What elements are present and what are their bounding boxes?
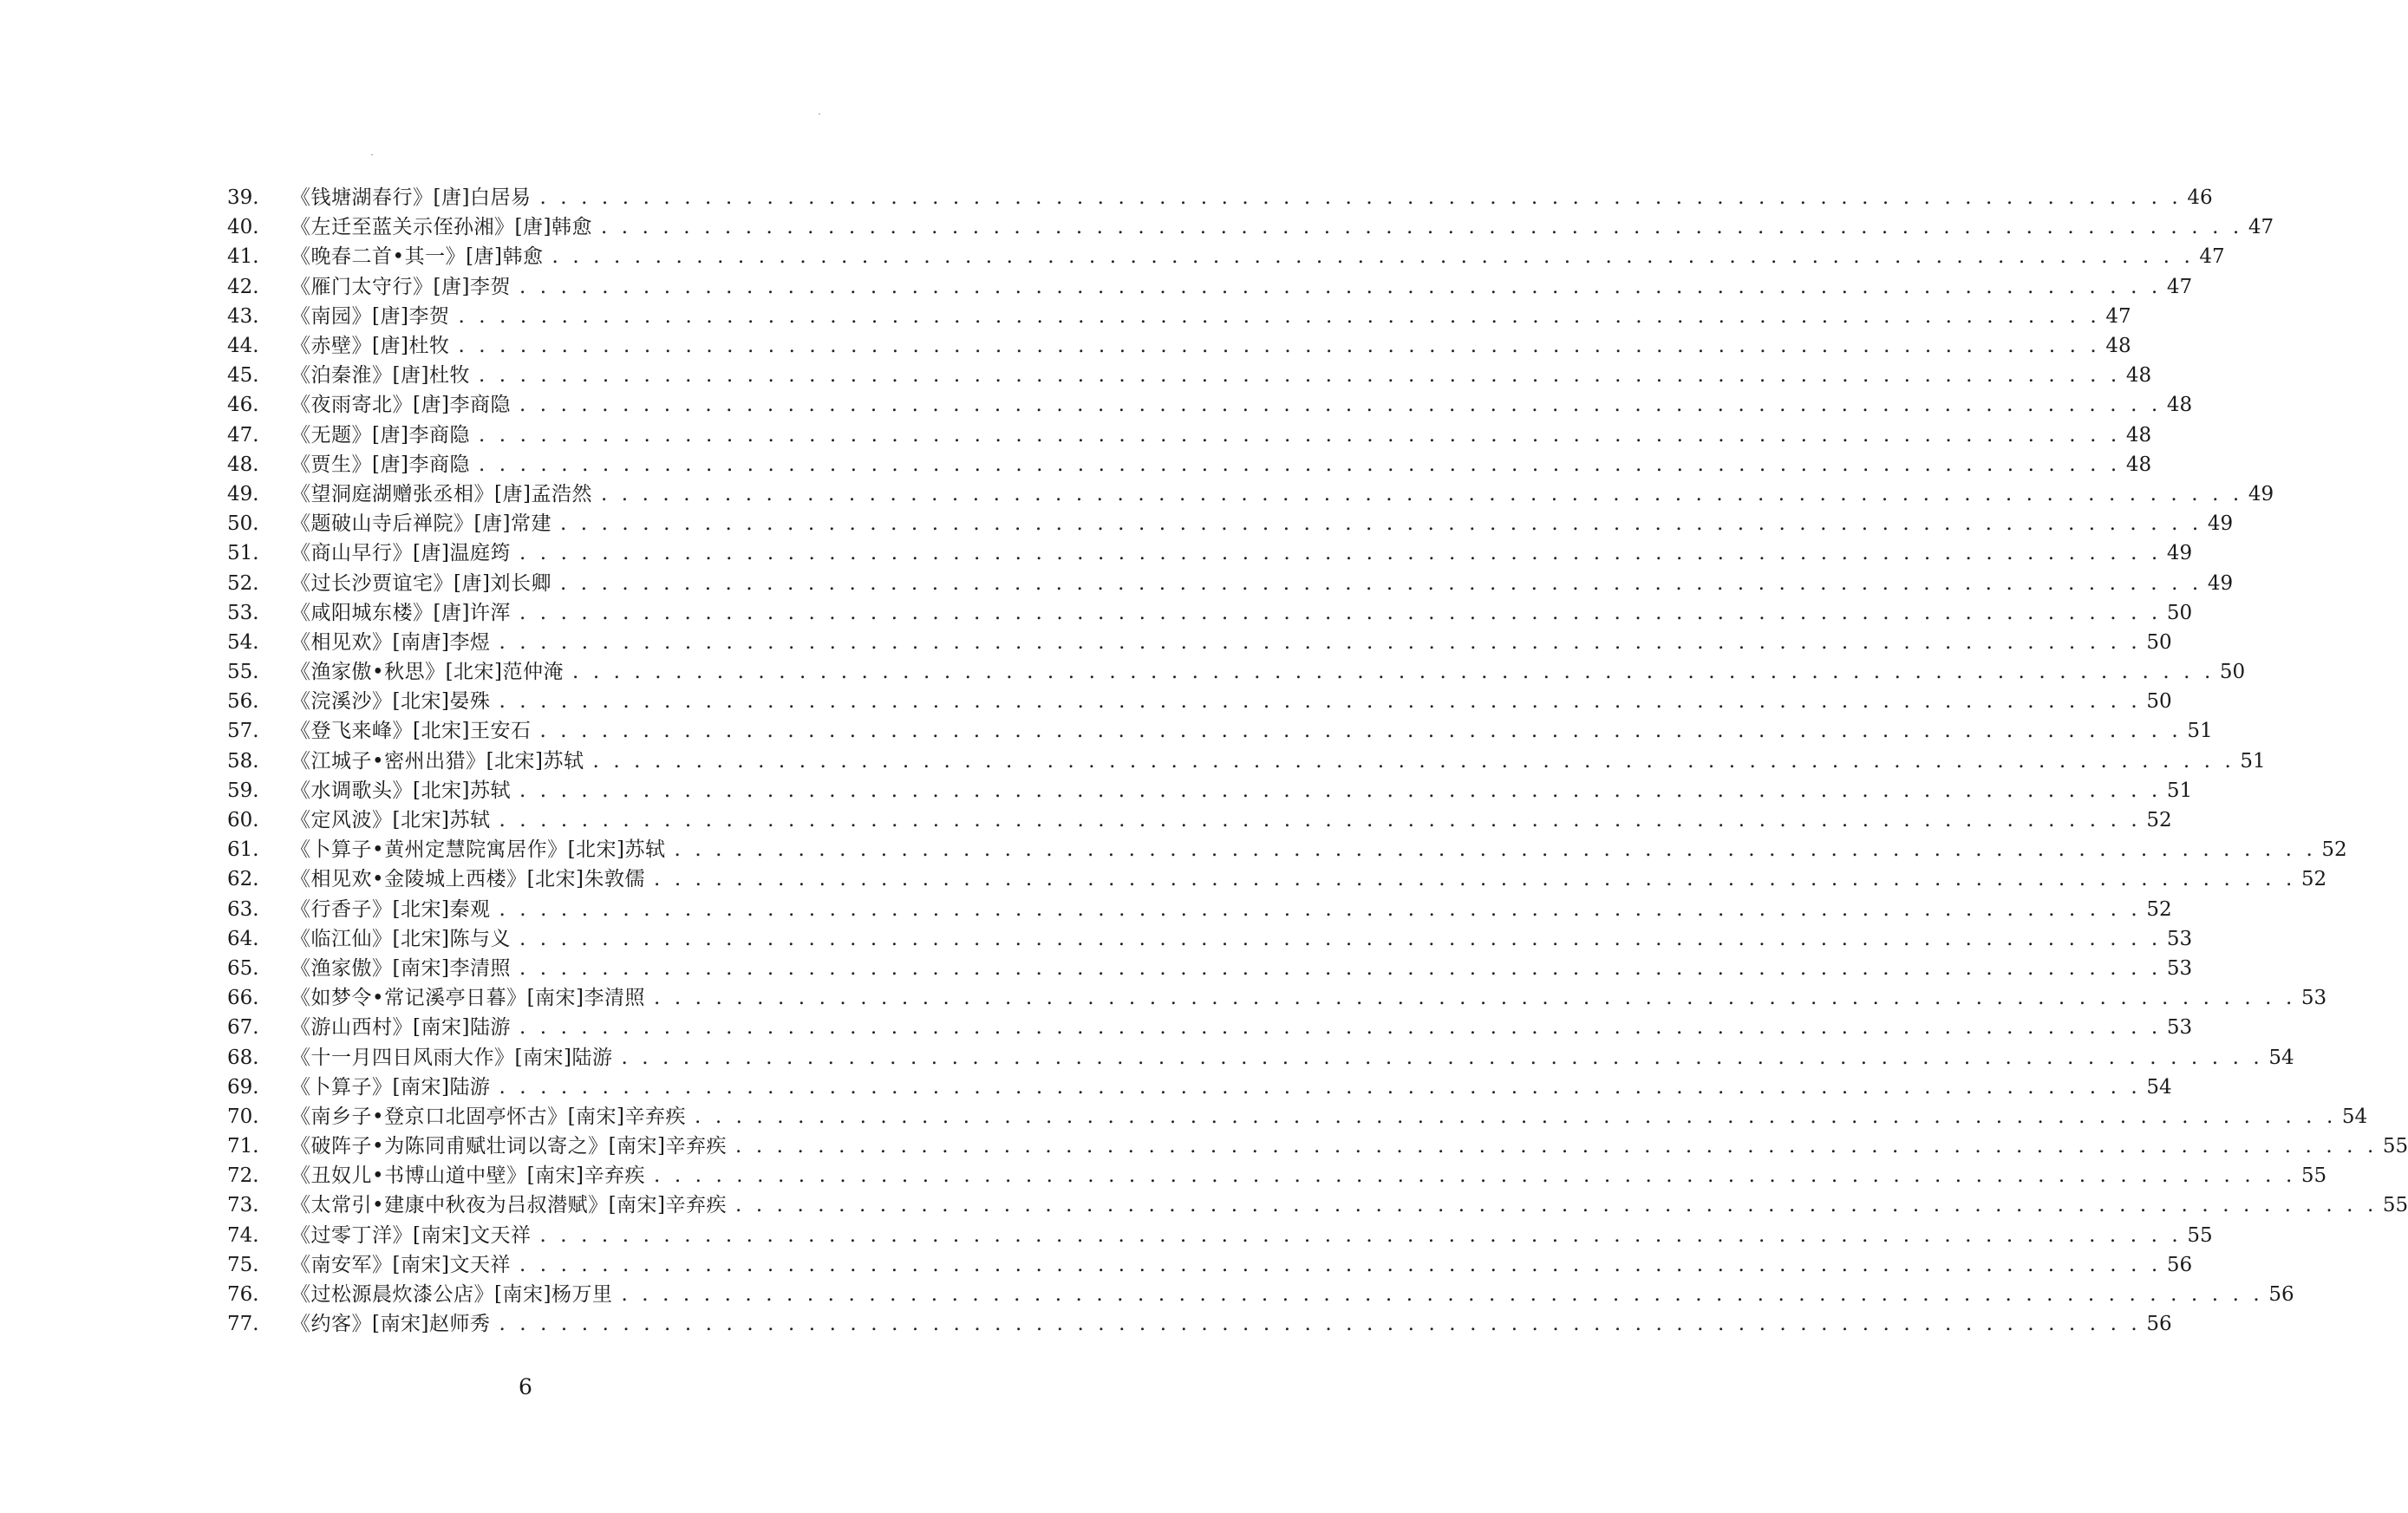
toc-leader-dots: . . . . . . . . . . . . . . . . . . . . . . . . . . . . . . . . . . . . . . . . . . . . . . . . . . . . . . . . . . . . . . . . . . . . . . . . . . . . . . . . (519, 779, 2162, 802)
toc-entry (227, 954, 2193, 983)
toc-entry-page: 54 (2268, 1046, 2294, 1069)
toc-entry-number: 69. (227, 1075, 259, 1099)
toc-entry (227, 716, 2213, 746)
toc-entry (227, 864, 2327, 894)
toc-entry-page: 53 (2166, 956, 2193, 980)
toc-leader-dots: . . . . . . . . . . . . . . . . . . . . . . . . . . . . . . . . . . . . . . . . . . . . . . . . . . . . . . . . . . . . . . . . . . . . . . . . . . . . . . . . (621, 1283, 2264, 1307)
toc-entry-page: 48 (2166, 394, 2193, 417)
toc-entry-page: 49 (2166, 542, 2193, 565)
toc-leader-dots: . . . . . . . . . . . . . . . . . . . . . . . . . . . . . . . . . . . . . . . . . . . . . . . . . . . . . . . . . . . . . . . . . . . . . . . . . . . . . . . . (478, 364, 2121, 388)
toc-entry (227, 450, 2152, 479)
toc-entry-number: 40. (227, 216, 259, 239)
toc-entry-number: 53. (227, 601, 259, 624)
toc-entry-number: 45. (227, 364, 259, 388)
toc-entry-page: 52 (2321, 838, 2347, 862)
toc-entry (227, 1309, 2172, 1339)
toc-entry-page: 53 (2300, 987, 2327, 1010)
toc-leader-dots: . . . . . . . . . . . . . . . . . . . . . . . . . . . . . . . . . . . . . . . . . . . . . . . . . . . . . . . . . . . . . . . . . . . . . . . . . . . . . . . . (621, 1046, 2264, 1069)
toc-entry-page: 50 (2146, 690, 2172, 714)
toc-entry-number: 70. (227, 1105, 259, 1128)
toc-entry-number: 68. (227, 1046, 259, 1069)
toc-entry (227, 1131, 2408, 1161)
toc-leader-dots: . . . . . . . . . . . . . . . . . . . . . . . . . . . . . . . . . . . . . . . . . . . . . . . . . . . . . . . . . . . . . . . . . . . . . . . . . . . . . . . . (519, 956, 2162, 980)
toc-entry-number: 62. (227, 868, 259, 891)
toc-entry-number: 71. (227, 1135, 259, 1158)
toc-entry (227, 1280, 2294, 1309)
toc-leader-dots: . . . . . . . . . . . . . . . . . . . . . . . . . . . . . . . . . . . . . . . . . . . . . . . . . . . . . . . . . . . . . . . . . . . . . . . . . . . . . . . . (539, 1223, 2183, 1247)
toc-leader-dots: . . . . . . . . . . . . . . . . . . . . . . . . . . . . . . . . . . . . . . . . . . . . . . . . . . . . . . . . . . . . . . . . . . . . . . . . . . . . . . . . (654, 868, 2296, 891)
toc-entry-title: 《钱塘湖春行》[唐]白居易 (290, 186, 532, 210)
toc-entry-page: 47 (2166, 275, 2193, 298)
toc-entry-page: 50 (2146, 630, 2172, 654)
toc-entry-number: 59. (227, 779, 259, 802)
toc-leader-dots: . . . . . . . . . . . . . . . . . . . . . . . . . . . . . . . . . . . . . . . . . . . . . . . . . . . . . . . . . . . . . . . . . . . . . . . . . . . . . . . . (654, 1164, 2296, 1188)
toc-entry-page: 49 (2248, 482, 2274, 505)
toc-entry (227, 1250, 2193, 1280)
toc-entry-page: 47 (2248, 216, 2274, 239)
toc-leader-dots: . . . . . . . . . . . . . . . . . . . . . . . . . . . . . . . . . . . . . . . . . . . . . . . . . . . . . . . . . . . . . . . . . . . . . . . . . . . . . . . . (519, 1253, 2162, 1276)
toc-entry-page: 51 (2166, 779, 2193, 802)
toc-leader-dots: . . . . . . . . . . . . . . . . . . . . . . . . . . . . . . . . . . . . . . . . . . . . . . . . . . . . . . . . . . . . . . . . . . . . . . . . . . . . . . . . (499, 690, 2142, 714)
toc-entry-number: 61. (227, 838, 259, 862)
toc-entry (227, 1013, 2193, 1042)
toc-entry-title: 《相见欢》[南唐]李煜 (290, 630, 491, 654)
toc-leader-dots: . . . . . . . . . . . . . . . . . . . . . . . . . . . . . . . . . . . . . . . . . . . . . . . . . . . . . . . . . . . . . . . . . . . . . . . . . . . . . . . . (499, 897, 2142, 921)
toc-entry-title: 《无题》[唐]李商隐 (290, 423, 470, 447)
toc-entry-title: 《南安军》[南宋]文天祥 (290, 1253, 511, 1276)
toc-entry-title: 《卜算子》[南宋]陆游 (290, 1075, 491, 1099)
toc-entry-number: 74. (227, 1223, 259, 1247)
toc-entry-page: 56 (2166, 1253, 2193, 1276)
toc-entry-number: 51. (227, 542, 259, 565)
toc-entry (227, 242, 2225, 271)
toc-entry-title: 《卜算子•黄州定慧院寓居作》[北宋]苏轼 (290, 838, 666, 862)
toc-entry-title: 《南园》[唐]李贺 (290, 304, 450, 328)
toc-entry-page: 52 (2146, 897, 2172, 921)
toc-entry-title: 《行香子》[北宋]秦观 (290, 897, 491, 921)
toc-entry-page: 48 (2105, 335, 2131, 358)
toc-entry-number: 50. (227, 512, 259, 536)
toc-leader-dots: . . . . . . . . . . . . . . . . . . . . . . . . . . . . . . . . . . . . . . . . . . . . . . . . . . . . . . . . . . . . . . . . . . . . . . . . . . . . . . . . (478, 453, 2121, 476)
toc-entry-title: 《江城子•密州出猎》[北宋]苏轼 (290, 749, 584, 773)
toc-entry-number: 42. (227, 275, 259, 298)
toc-leader-dots: . . . . . . . . . . . . . . . . . . . . . . . . . . . . . . . . . . . . . . . . . . . . . . . . . . . . . . . . . . . . . . . . . . . . . . . . . . . . . . . . (572, 661, 2215, 684)
toc-entry-number: 43. (227, 304, 259, 328)
toc-entry (227, 687, 2172, 716)
toc-entry (227, 390, 2193, 420)
toc-entry-title: 《定风波》[北宋]苏轼 (290, 809, 491, 832)
toc-leader-dots: . . . . . . . . . . . . . . . . . . . . . . . . . . . . . . . . . . . . . . . . . . . . . . . . . . . . . . . . . . . . . . . . . . . . . . . . . . . . . . . . (499, 809, 2142, 832)
toc-entry-title: 《渔家傲》[南宋]李清照 (290, 956, 511, 980)
toc-entry-number: 76. (227, 1283, 259, 1307)
toc-entry-title: 《题破山寺后禅院》[唐]常建 (290, 512, 551, 536)
toc-entry-title: 《破阵子•为陈同甫赋壮词以寄之》[南宋]辛弃疾 (290, 1135, 728, 1158)
toc-entry-number: 52. (227, 571, 259, 595)
toc-entry-page: 54 (2341, 1105, 2368, 1128)
toc-entry-title: 《过长沙贾谊宅》[唐]刘长卿 (290, 571, 551, 595)
toc-entry-title: 《如梦令•常记溪亭日暮》[南宋]李清照 (290, 987, 646, 1010)
toc-leader-dots: . . . . . . . . . . . . . . . . . . . . . . . . . . . . . . . . . . . . . . . . . . . . . . . . . . . . . . . . . . . . . . . . . . . . . . . . . . . . . . . . (519, 275, 2162, 298)
toc-entry (227, 361, 2152, 390)
toc-entry-number: 44. (227, 335, 259, 358)
toc-leader-dots: . . . . . . . . . . . . . . . . . . . . . . . . . . . . . . . . . . . . . . . . . . . . . . . . . . . . . . . . . . . . . . . . . . . . . . . . . . . . . . . . (592, 749, 2235, 773)
toc-entry (227, 272, 2193, 302)
toc-entry-title: 《咸阳城东楼》[唐]许浑 (290, 601, 511, 624)
toc-entry-number: 73. (227, 1194, 259, 1217)
toc-entry-title: 《约客》[南宋]赵师秀 (290, 1313, 491, 1336)
toc-entry-title: 《水调歌头》[北宋]苏轼 (290, 779, 511, 802)
toc-entry-number: 75. (227, 1253, 259, 1276)
toc-entry-title: 《相见欢•金陵城上西楼》[北宋]朱敦儒 (290, 868, 646, 891)
toc-entry-number: 77. (227, 1313, 259, 1336)
toc-entry-page: 49 (2207, 571, 2234, 595)
toc-entry (227, 538, 2193, 568)
toc-entry-number: 55. (227, 661, 259, 684)
toc-entry-title: 《望洞庭湖赠张丞相》[唐]孟浩然 (290, 482, 592, 505)
toc-leader-dots: . . . . . . . . . . . . . . . . . . . . . . . . . . . . . . . . . . . . . . . . . . . . . . . . . . . . . . . . . . . . . . . . . . . . . . . . . . . . . . . . (559, 512, 2202, 536)
toc-entry-page: 49 (2207, 512, 2234, 536)
toc-leader-dots: . . . . . . . . . . . . . . . . . . . . . . . . . . . . . . . . . . . . . . . . . . . . . . . . . . . . . . . . . . . . . . . . . . . . . . . . . . . . . . . . (519, 601, 2162, 624)
toc-leader-dots: . . . . . . . . . . . . . . . . . . . . . . . . . . . . . . . . . . . . . . . . . . . . . . . . . . . . . . . . . . . . . . . . . . . . . . . . . . . . . . . . (478, 423, 2121, 447)
toc-entry (227, 331, 2131, 361)
toc-entry (227, 805, 2172, 835)
toc-entry-page: 55 (2382, 1194, 2408, 1217)
toc-entry-number: 72. (227, 1164, 259, 1188)
toc-entry-number: 60. (227, 809, 259, 832)
toc-entry-page: 47 (2105, 304, 2131, 328)
toc-leader-dots: . . . . . . . . . . . . . . . . . . . . . . . . . . . . . . . . . . . . . . . . . . . . . . . . . . . . . . . . . . . . . . . . . . . . . . . . . . . . . . . . (600, 482, 2243, 505)
toc-entry-number: 65. (227, 956, 259, 980)
toc-leader-dots: . . . . . . . . . . . . . . . . . . . . . . . . . . . . . . . . . . . . . . . . . . . . . . . . . . . . . . . . . . . . . . . . . . . . . . . . . . . . . . . . (600, 216, 2243, 239)
toc-leader-dots: . . . . . . . . . . . . . . . . . . . . . . . . . . . . . . . . . . . . . . . . . . . . . . . . . . . . . . . . . . . . . . . . . . . . . . . . . . . . . . . . (519, 927, 2162, 950)
toc-entry-number: 67. (227, 1016, 259, 1040)
toc-entry-page: 47 (2199, 245, 2225, 269)
toc-entry (227, 598, 2193, 628)
toc-entry (227, 747, 2266, 776)
toc-leader-dots: . . . . . . . . . . . . . . . . . . . . . . . . . . . . . . . . . . . . . . . . . . . . . . . . . . . . . . . . . . . . . . . . . . . . . . . . . . . . . . . . (519, 542, 2162, 565)
toc-entry (227, 776, 2193, 805)
toc-entry (227, 479, 2274, 509)
toc-entry (227, 1042, 2294, 1072)
toc-leader-dots: . . . . . . . . . . . . . . . . . . . . . . . . . . . . . . . . . . . . . . . . . . . . . . . . . . . . . . . . . . . . . . . . . . . . . . . . . . . . . . . . (559, 571, 2202, 595)
toc-entry-page: 46 (2187, 186, 2213, 210)
toc-entry-page: 56 (2268, 1283, 2294, 1307)
toc-entry-number: 66. (227, 987, 259, 1010)
toc-entry (227, 1221, 2213, 1250)
toc-leader-dots: . . . . . . . . . . . . . . . . . . . . . . . . . . . . . . . . . . . . . . . . . . . . . . . . . . . . . . . . . . . . . . . . . . . . . . . . . . . . . . . . (519, 394, 2162, 417)
toc-leader-dots: . . . . . . . . . . . . . . . . . . . . . . . . . . . . . . . . . . . . . . . . . . . . . . . . . . . . . . . . . . . . . . . . . . . . . . . . . . . . . . . . (499, 1075, 2142, 1099)
toc-entry-title: 《左迁至蓝关示侄孙湘》[唐]韩愈 (290, 216, 592, 239)
toc-entry (227, 835, 2347, 864)
toc-leader-dots: . . . . . . . . . . . . . . . . . . . . . . . . . . . . . . . . . . . . . . . . . . . . . . . . . . . . . . . . . . . . . . . . . . . . . . . . . . . . . . . . (499, 1313, 2142, 1336)
toc-leader-dots: . . . . . . . . . . . . . . . . . . . . . . . . . . . . . . . . . . . . . . . . . . . . . . . . . . . . . . . . . . . . . . . . . . . . . . . . . . . . . . . . (735, 1194, 2378, 1217)
toc-entry-title: 《临江仙》[北宋]陈与义 (290, 927, 511, 950)
toc-entry (227, 895, 2172, 924)
toc-entry-number: 48. (227, 453, 259, 476)
toc-entry (227, 212, 2274, 242)
toc-entry-number: 63. (227, 897, 259, 921)
toc-entry-title: 《贾生》[唐]李商隐 (290, 453, 470, 476)
toc-entry-number: 57. (227, 720, 259, 743)
toc-entry-page: 52 (2300, 868, 2327, 891)
toc-entry-number: 39. (227, 186, 259, 210)
toc-leader-dots: . . . . . . . . . . . . . . . . . . . . . . . . . . . . . . . . . . . . . . . . . . . . . . . . . . . . . . . . . . . . . . . . . . . . . . . . . . . . . . . . (674, 838, 2317, 862)
toc-entry-page: 48 (2125, 423, 2152, 447)
toc-entry (227, 183, 2213, 212)
toc-entry (227, 1190, 2408, 1220)
toc-leader-dots: . . . . . . . . . . . . . . . . . . . . . . . . . . . . . . . . . . . . . . . . . . . . . . . . . . . . . . . . . . . . . . . . . . . . . . . . . . . . . . . . (458, 335, 2101, 358)
toc-entry-number: 64. (227, 927, 259, 950)
page-number: 6 (519, 1374, 532, 1399)
toc-entry (227, 302, 2131, 331)
toc-entry-title: 《游山西村》[南宋]陆游 (290, 1016, 511, 1040)
toc-entry-page: 51 (2187, 720, 2213, 743)
toc-entry-number: 46. (227, 394, 259, 417)
toc-entry-page: 53 (2166, 1016, 2193, 1040)
toc-entry-title: 《赤壁》[唐]杜牧 (290, 335, 450, 358)
toc-entry (227, 924, 2193, 954)
toc-leader-dots: . . . . . . . . . . . . . . . . . . . . . . . . . . . . . . . . . . . . . . . . . . . . . . . . . . . . . . . . . . . . . . . . . . . . . . . . . . . . . . . . (735, 1135, 2378, 1158)
toc-entry (227, 1073, 2172, 1102)
toc-entry (227, 421, 2152, 450)
toc-entry (227, 568, 2234, 597)
toc-entry (227, 983, 2327, 1013)
toc-entry-page: 51 (2240, 749, 2266, 773)
toc-entry (227, 509, 2234, 538)
toc-entry-page: 54 (2146, 1075, 2172, 1099)
table-of-contents (227, 183, 2408, 1339)
toc-entry-title: 《过松源晨炊漆公店》[南宋]杨万里 (290, 1283, 613, 1307)
toc-entry-number: 47. (227, 423, 259, 447)
toc-entry-title: 《晚春二首•其一》[唐]韩愈 (290, 245, 544, 269)
toc-entry-title: 《商山早行》[唐]温庭筠 (290, 542, 511, 565)
toc-entry-page: 48 (2125, 453, 2152, 476)
toc-entry-title: 《夜雨寄北》[唐]李商隐 (290, 394, 511, 417)
toc-entry-page: 52 (2146, 809, 2172, 832)
toc-entry-number: 58. (227, 749, 259, 773)
toc-entry-title: 《丑奴儿•书博山道中壁》[南宋]辛弃疾 (290, 1164, 646, 1188)
toc-entry-number: 54. (227, 630, 259, 654)
toc-entry-page: 55 (2382, 1135, 2408, 1158)
toc-leader-dots: . . . . . . . . . . . . . . . . . . . . . . . . . . . . . . . . . . . . . . . . . . . . . . . . . . . . . . . . . . . . . . . . . . . . . . . . . . . . . . . . (551, 245, 2195, 269)
scan-speck (371, 154, 373, 155)
toc-entry-title: 《登飞来峰》[北宋]王安石 (290, 720, 532, 743)
toc-leader-dots: . . . . . . . . . . . . . . . . . . . . . . . . . . . . . . . . . . . . . . . . . . . . . . . . . . . . . . . . . . . . . . . . . . . . . . . . . . . . . . . . (458, 304, 2101, 328)
toc-entry-page: 55 (2187, 1223, 2213, 1247)
toc-leader-dots: . . . . . . . . . . . . . . . . . . . . . . . . . . . . . . . . . . . . . . . . . . . . . . . . . . . . . . . . . . . . . . . . . . . . . . . . . . . . . . . . (695, 1105, 2337, 1128)
toc-entry-title: 《浣溪沙》[北宋]晏殊 (290, 690, 491, 714)
toc-entry-page: 53 (2166, 927, 2193, 950)
toc-entry-title: 《渔家傲•秋思》[北宋]范仲淹 (290, 661, 564, 684)
toc-leader-dots: . . . . . . . . . . . . . . . . . . . . . . . . . . . . . . . . . . . . . . . . . . . . . . . . . . . . . . . . . . . . . . . . . . . . . . . . . . . . . . . . (539, 186, 2183, 210)
toc-entry-title: 《南乡子•登京口北固亭怀古》[南宋]辛弃疾 (290, 1105, 687, 1128)
toc-entry-page: 50 (2219, 661, 2246, 684)
toc-entry-page: 50 (2166, 601, 2193, 624)
toc-entry-number: 49. (227, 482, 259, 505)
toc-entry-title: 《泊秦淮》[唐]杜牧 (290, 364, 470, 388)
toc-entry-title: 《太常引•建康中秋夜为吕叔潜赋》[南宋]辛弃疾 (290, 1194, 728, 1217)
toc-entry-number: 56. (227, 690, 259, 714)
toc-entry-number: 41. (227, 245, 259, 269)
toc-entry-page: 48 (2125, 364, 2152, 388)
toc-leader-dots: . . . . . . . . . . . . . . . . . . . . . . . . . . . . . . . . . . . . . . . . . . . . . . . . . . . . . . . . . . . . . . . . . . . . . . . . . . . . . . . . (519, 1016, 2162, 1040)
toc-entry (227, 628, 2172, 657)
toc-entry-title: 《雁门太守行》[唐]李贺 (290, 275, 511, 298)
toc-entry (227, 1102, 2368, 1131)
toc-entry-page: 55 (2300, 1164, 2327, 1188)
toc-entry-title: 《过零丁洋》[南宋]文天祥 (290, 1223, 532, 1247)
toc-leader-dots: . . . . . . . . . . . . . . . . . . . . . . . . . . . . . . . . . . . . . . . . . . . . . . . . . . . . . . . . . . . . . . . . . . . . . . . . . . . . . . . . (654, 987, 2296, 1010)
toc-entry-page: 56 (2146, 1313, 2172, 1336)
toc-leader-dots: . . . . . . . . . . . . . . . . . . . . . . . . . . . . . . . . . . . . . . . . . . . . . . . . . . . . . . . . . . . . . . . . . . . . . . . . . . . . . . . . (499, 630, 2142, 654)
toc-entry-title: 《十一月四日风雨大作》[南宋]陆游 (290, 1046, 613, 1069)
toc-entry (227, 657, 2246, 687)
toc-leader-dots: . . . . . . . . . . . . . . . . . . . . . . . . . . . . . . . . . . . . . . . . . . . . . . . . . . . . . . . . . . . . . . . . . . . . . . . . . . . . . . . . (539, 720, 2183, 743)
toc-entry (227, 1161, 2327, 1190)
